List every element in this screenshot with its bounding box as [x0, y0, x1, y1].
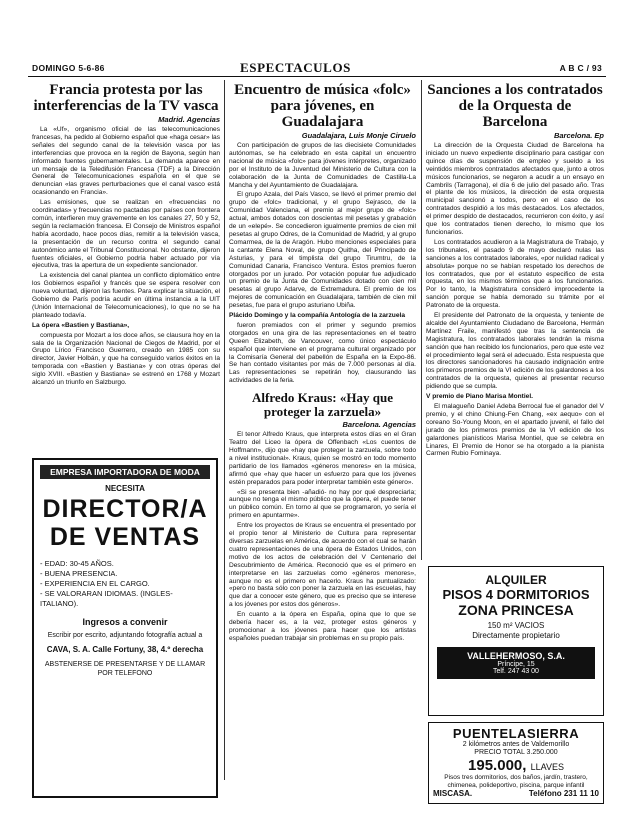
article-title: Francia protesta por las interferencias de la TV vasca: [33, 82, 219, 114]
paragraph: «Si se presenta bien -añadió- no hay por qué despreciarla; aunque no tenga el mismo público que la ópera, el puede tener un público común. En torno al que se programaron, yo sería el primero en apuntarme».: [229, 488, 416, 520]
ad-requirements: [40, 559, 210, 609]
page-number: A B C / 93: [559, 63, 602, 73]
ad-headline: DE VENTAS: [49, 523, 201, 551]
ad-phone: Teléfono 231 11 10: [528, 789, 599, 798]
paragraph: El presidente del Patronato de la orquesta, y teniente de alcalde del Ayuntamiento Ciudadano de Barcelona, Hermán Martínez Fraile, manifestó que tras la sentencia de Magistratura, los contratados laborales tendrán la misma sanción que han recibido los funcionarios, pero que este vez el procedimiento legal será el adecuado. Esta respuesta que los directores sancionadores ha causado indignación entre los primeros premios de la VI edición de los galardones a los contratados de la orquesta, quienes al presentar recurso pidiendo que se cumpla.: [426, 312, 604, 391]
ad-alquiler-pisos: [428, 566, 604, 716]
ad-incomes: Ingresos a convenir: [82, 617, 168, 627]
ad-line: 2 kilómetros antes de Valdemorillo: [462, 741, 570, 748]
paragraph: En cuanto a la ópera en España, opina que lo que se debería hacer es, a la vez, proteger estos géneros y promocionar a los jóvenes para hacer que los artistas españoles puedan trabajar sin problemas en su propio país.: [229, 611, 416, 642]
newspaper-page: [28, 0, 606, 836]
paragraph: Los contratados acudieron a la Magistratura de Trabajo, y los tribunales, el pasado 9 de mayo declaró nulas las sanciones a los contratados laborales, «por nulidad radical y absoluta» porque no se habían respetado los derechos de los contratados, que por el estatuto especifico de esta orquesta, en los mismos términos que a los funcionarios. Por lo tanto, la Magistratura consideró improcedente la sanción porque se había demorado su trámite por el Patronato de la orquesta.: [426, 238, 604, 310]
list-item: - BUENA PRESENCIA.: [40, 569, 118, 578]
column-divider: [224, 80, 225, 780]
ad-price-suffix: LLAVES: [530, 762, 564, 772]
news-lead: Plácido Domingo y la compañía Antología de la zarzuela: [229, 312, 405, 320]
ad-director-ventas: [32, 458, 218, 798]
header-date: DOMINGO 5-6-86: [32, 63, 105, 73]
article-orquesta: [426, 80, 604, 560]
section-title: ESPECTACULOS: [240, 60, 351, 75]
list-item: - SE VALORARAN IDIOMAS. (INGLES-ITALIANO).: [40, 589, 173, 608]
paragraph: El tenor Alfredo Kraus, que interpreta estos días en el Gran Teatro del Liceo la ópera de Offenbach «Los cuentos de Hoffmann», dijo que «hay que proteger la zarzuela, sobre todo a nivel institucional». Kraus, quien se mostró en todo momento partidario de los llamados «géneros menores» en la música, afirmó que «hay que hacer un esfuerzo para que los jóvenes estén preparados para poder interpretar también este género».: [229, 431, 416, 486]
ad-line: Pisos tres dormitorios, dos baños, jardín, trastero, chimenea, polideportivo, piscina, parque infantil: [444, 774, 588, 789]
ad-price-value: 195.000,: [468, 757, 527, 774]
article-source: Barcelona. Agencias: [342, 420, 416, 430]
ad-price: [429, 757, 603, 774]
paragraph: El malagueño Daniel Adeba Berrocal fue el ganador del V premio, y el chino Chiung-Fen Chang, «ex aequo» con el coreano So-Young Moon, en el apartado juvenil, el fallo del jurado de los primeros premios de la VI edición de los galardones pianísticos Marisa Montiel, que se celebra en Linares, El Premio de Honor se ha otorgado a la pianista Carmen Rubio Fominaya.: [426, 403, 604, 458]
ad-line: PISOS 4 DORMITORIOS: [442, 587, 590, 602]
ad-apply: Escribir por escrito, adjuntando fotografía actual a: [47, 632, 203, 639]
article-source: Guadalajara, Luis Monje Ciruelo: [301, 131, 416, 140]
list-item: - EXPERIENCIA EN EL CARGO.: [40, 579, 150, 588]
ad-line: ZONA PRINCESA: [458, 602, 574, 618]
news-lead: La ópera «Bastien y Bastiana»,: [32, 321, 130, 329]
article-title: Encuentro de música «folc» para jóvenes, en Guadalajara: [234, 82, 411, 130]
ad-note: ABSTENERSE DE PRESENTARSE Y DE LLAMAR POR TELEFONO: [44, 661, 206, 677]
ad-puentelasierra: [428, 722, 604, 804]
column-divider: [421, 80, 422, 560]
ad-necesita: NECESITA: [105, 484, 145, 493]
ad-name: PUENTELASIERRA: [452, 726, 580, 741]
ad-city: MISCASA.: [433, 789, 473, 798]
article-francia: [32, 80, 220, 464]
ad-line: Directamente propietario: [472, 631, 560, 640]
ad-contact: CAVA, S. A. Calle Fortuny, 38, 4.º derecha: [46, 645, 204, 654]
ad-agency-box: [437, 647, 595, 679]
paragraph: compuesta por Mozart a los doce años, se clausura hoy en la sala de la Organización Nacional de Ciegos de Madrid, por el Grupo Lírico Francisco Guerrero, creado en 1985 con su director, Javier Holbán, y que ha conseguido varios éxitos en la temporada con «Bastien y Bastiana» y con otras óperas del siglo XVIII. «Bastien y Bastiana» se estrenó en 1768 y Mozart alcanzó un triunfo en Salzburgo.: [32, 331, 220, 387]
ad-headline: DIRECTOR/A: [42, 495, 208, 523]
ad-phone: Telf. 247 43 00: [493, 668, 539, 675]
ad-line: PRECIO TOTAL 3.250.000: [474, 749, 558, 756]
news-lead: V premio de Piano Marisa Montiel.: [426, 393, 533, 401]
article-subtitle: Alfredo Kraus: «Hay que proteger la zarzuela»: [252, 390, 393, 420]
article-title: Sanciones a los contratados de la Orquesta de Barcelona: [427, 82, 603, 130]
paragraph: Con participación de grupos de las diecisiete Comunidades autónomas, se ha celebrado en esta capital un encuentro nacional de música «folc» para jóvenes intérpretes, organizado por el Instituto de la Juventud del Ministerio de Cultura con la colaboración de la Junta de Comunidades de Castilla-La Mancha y del Ayuntamiento de Guadalajara.: [229, 142, 416, 189]
ad-footer: [429, 789, 603, 799]
paragraph: fueron premiados con el primer y segundo premios otorgados en una gira de las representaciones en el teatro Queen Elizabeth, de Vancouver, como único espectáculo español que interviene en el programa cultural organizado por la Comisaría General del pabellón de España en la Expo-86. Se han contado visitantes por más de 7.000 personas al día. Las representaciones se repetirán hoy, clausurando las actividades de la feria.: [229, 321, 416, 385]
ad-agency-address: Príncipe, 15: [497, 661, 535, 668]
ad-line: 150 m² VACIOS: [487, 621, 545, 630]
ad-agency: VALLEHERMOSO, S.A.: [467, 651, 565, 661]
paragraph: Entre los proyectos de Kraus se encuentra el presentado por el propio tenor al Ministerio de Cultura para representar diversas zarzuelas en América, de acuerdo con el cual se harán cuatro representaciones de una ópera de Estados Unidos, con motivo de los actos de celebración del V Centenario del Descubrimiento de América. Reconoció que es el primero en interpretarse en las zarzuelas como «géneros menores», aunque no es el primero en hacerlo. Kraus ha puntualizado: «pero no basta sólo con poner la zarzuela en las escuelas, hay que dar a conocer este género, que es preciso que se interese a los jóvenes por estos dos géneros».: [229, 522, 416, 609]
article-source: Barcelona. Ep: [553, 131, 604, 140]
paragraph: La «Uf», organismo oficial de las telecomunicaciones francesas, ha pedido al Gobierno español que «haga cesar» las señales del segundo canal de la televisión vasca por las interferencias que provoca en la región de Bayona, según han informado fuentes gubernamentales. La demanda aparece en un mensaje de la Teledifusión Francesa (TDF) a la Dirección General de Telecomunicaciones española en el que se denuncian «las graves perturbaciones que el canal vasco está ocasionando en Francia».: [32, 126, 220, 197]
paragraph: La existencia del canal plantea un conflicto diplomático entre los Gobiernos español y francés que se espera resolver con nueva voluntad, dijeron las fuentes. Para explicar la situación, el Gobierno de París podría acudir en última instancia a la UIT (Unión Internacional de Telecomunicaciones), lo que no se ha planteado todavía.: [32, 272, 220, 319]
ad-line: ALQUILER: [485, 573, 547, 587]
paragraph: Las emisiones, que se realizan en «frecuencias no coordinadas» y frecuencias no pactadas por países con frontera común, interfieren muy gravemente en los canales 27, 50 y 52, según la reclamación francesa. El Consejo de Ministros español había acordado, hace pocos días, remitir a la televisión vasca, la presentación de un recurso contra el segundo canal autonómico ante el Tribunal Constitucional. No obstante, dijeron fuentes oficiales, el Gobierno podría haber actuado por vía ejecutiva, tras la apertura de un expediente sancionador.: [32, 199, 220, 270]
article-musica-folc: [229, 80, 416, 780]
paragraph: El grupo Azala, del País Vasco, se llevó el primer premio del grupo de «folc» tradicional, y el grupo Sejrasco, de la Comunidad Valenciana, el premio al mejor grupo de «folc» actual, ambos dotados con doscientas mil pesetas y grabación de un «elepé». Se concedieron igualmente premios de cien mil pesetas al grupo Odres, de la Comunidad de Madrid, y al grupo Comarmea, de la de Aragón. Hubo menciones especiales para la cantante Elena Noval, de grupo Quitha, del Principado de Asturias, y para el timplista del grupo Tirumtru, de la Comunidad Canaria, Francisco Ventura. Estos premios fueron otorgados por un jurado. Por votación popular fue adjudicado un premio de la Junta de Comunidades dotado con cien mil pesetas al grupo Adarve, de Extremadura. El premio de los mejores de comunicación en Guadalajara, también de cien mil pesetas, fue para el grupo asturiano Ubiña.: [229, 191, 416, 310]
ad-company: EMPRESA IMPORTADORA DE MODA: [40, 465, 210, 479]
list-item: - EDAD: 30-45 AÑOS.: [40, 559, 114, 568]
page-header: [28, 62, 606, 77]
paragraph: La dirección de la Orquesta Ciudad de Barcelona ha iniciado un nuevo expediente disciplinario para castigar con quince días de suspensión de empleo y sueldo a los veintidós miembros contratados afectados que, junto a otros músicos funcionarios, se negaron a acudir a un ensayo en Cambrils (Tarragona), el día 6 de julio del pasado año. Tras el plante de los músicos, la dirección de esta orquesta municipal sancionó a todos, pero en el caso de los contratados despidió a los más destacados. Los afectados, el primer despido de destacados, recurrieron con éxito, y así que los contratados tienen derecho, lo mismo que los funcionarios.: [426, 142, 604, 236]
article-source: Madrid. Agencias: [158, 115, 220, 124]
